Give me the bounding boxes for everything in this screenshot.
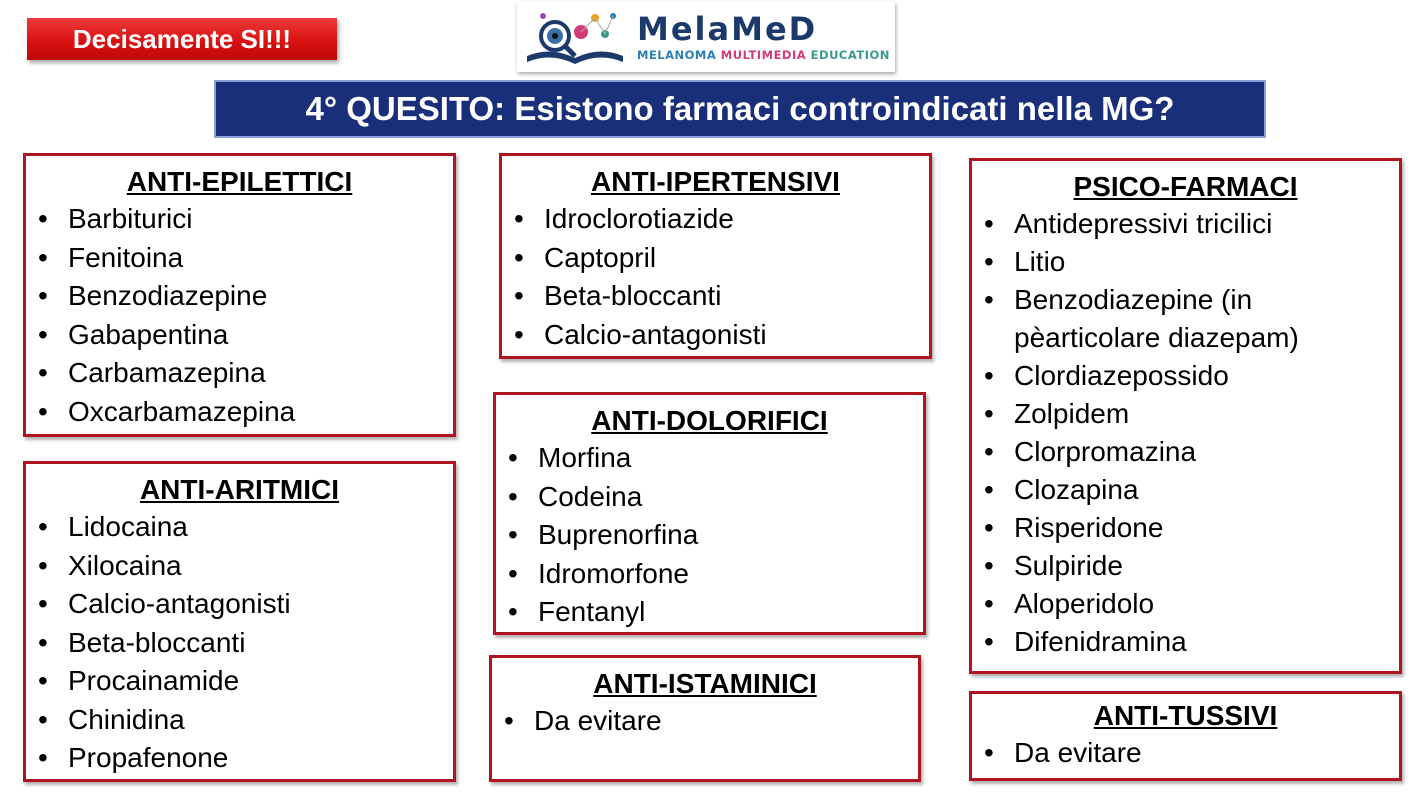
antiepilettici-box [23,153,456,437]
psicofarmaci-title: PSICO-FARMACI [1073,171,1298,202]
antidolorifici-title: ANTI-DOLORIFICI [591,405,828,436]
antidolorifici-list [496,439,923,632]
magnifier-book-logo-icon [521,6,631,68]
logo-title: MelaMeD [637,10,818,48]
antidolorifici-box [493,392,926,635]
list-item: • Calcio-antagonisti [510,316,929,355]
list-item: • Risperidone [980,509,1399,547]
question-banner: 4° QUESITO: Esistono farmaci controindicati nella MG? [214,80,1266,138]
list-item: • Procainamide [34,662,453,701]
logo-subtitle [637,48,890,62]
antiistaminici-title: ANTI-ISTAMINICI [593,668,817,699]
antiipertensivi-box [499,153,932,359]
antiaritmici-list [26,508,453,778]
list-item: • Antidepressivi tricilici [980,205,1399,243]
list-item: • Clozapina [980,471,1399,509]
list-item: • Fentanyl [504,593,923,632]
antiepilettici-title: ANTI-EPILETTICI [126,166,353,197]
list-item: • Zolpidem [980,395,1399,433]
antiistaminici-box [489,655,921,782]
list-item: • Idromorfone [504,555,923,594]
list-item: • Xilocaina [34,547,453,586]
antiistaminici-list [492,702,918,741]
list-item: • Sulpiride [980,547,1399,585]
list-item: • Idroclorotiazide [510,200,929,239]
list-item: • Da evitare [980,734,1399,773]
list-item: • Difenidramina [980,623,1399,661]
antiepilettici-list [26,200,453,431]
list-item: • Carbamazepina [34,354,453,393]
list-item: • Chinidina [34,701,453,740]
logo-subtitle-word-2: MULTIMEDIA [720,48,807,62]
antitussivi-box [969,691,1402,781]
list-item: • Captopril [510,239,929,278]
antitussivi-title: ANTI-TUSSIVI [1093,700,1278,731]
list-item: • Barbiturici [34,200,453,239]
list-item: • Benzodiazepine (in pèarticolare diazepam) [980,281,1399,357]
list-item: • Litio [980,243,1399,281]
list-item: • Aloperidolo [980,585,1399,623]
list-item: • Lidocaina [34,508,453,547]
list-item: • Benzodiazepine [34,277,453,316]
list-item: • Beta-bloccanti [34,624,453,663]
list-item: • Codeina [504,478,923,517]
list-item: • Clorpromazina [980,433,1399,471]
list-item: • Clordiazepossido [980,357,1399,395]
antitussivi-list [972,734,1399,773]
melamed-logo [517,2,895,72]
list-item: • Fenitoina [34,239,453,278]
psicofarmaci-box [969,158,1402,674]
list-item: • Oxcarbamazepina [34,393,453,432]
list-item: • Calcio-antagonisti [34,585,453,624]
list-item: • Buprenorfina [504,516,923,555]
list-item: • Morfina [504,439,923,478]
antiaritmici-title: ANTI-ARITMICI [139,474,340,505]
logo-subtitle-word-3: EDUCATION [810,48,890,62]
list-item: • Propafenone [34,739,453,778]
list-item: • Beta-bloccanti [510,277,929,316]
antiaritmici-box [23,461,456,782]
list-item: • Gabapentina [34,316,453,355]
list-item: • Da evitare [500,702,918,741]
answer-badge: Decisamente SI!!! [27,18,337,60]
antiipertensivi-title: ANTI-IPERTENSIVI [591,166,840,197]
antiipertensivi-list [502,200,929,354]
psicofarmaci-list [972,205,1399,661]
logo-subtitle-word-1: MELANOMA [637,48,717,62]
